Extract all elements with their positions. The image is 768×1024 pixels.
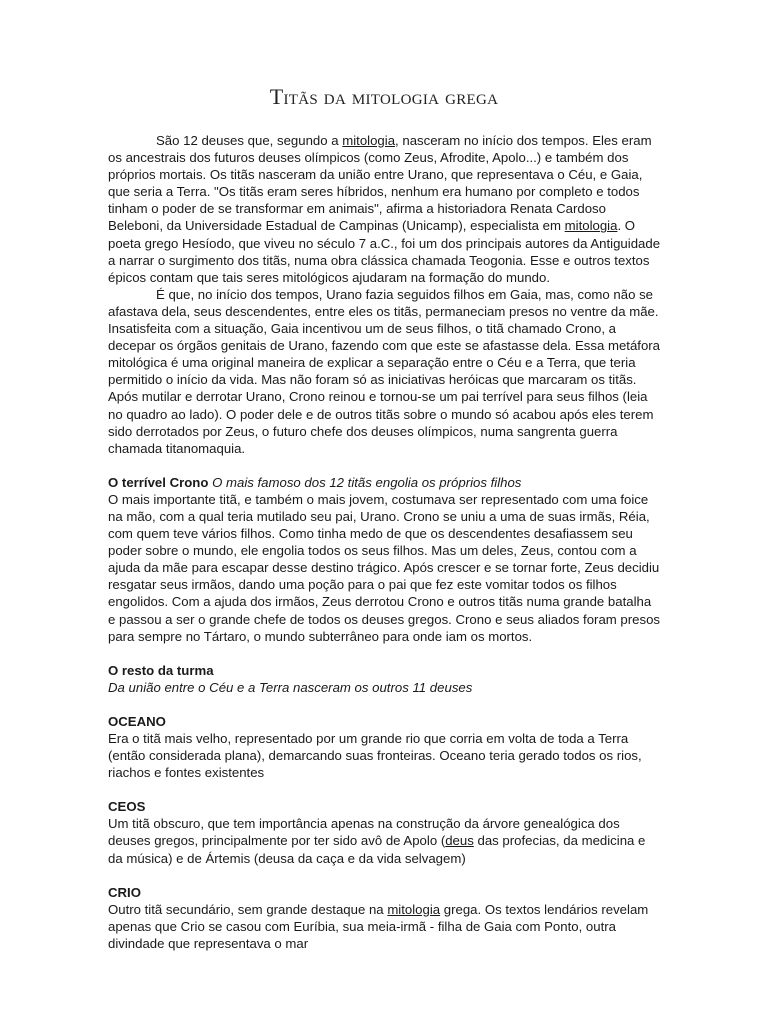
resto-subheading: Da união entre o Céu e a Terra nasceram os outros 11 deuses xyxy=(108,679,473,695)
crono-heading-line xyxy=(108,474,661,491)
deus-link[interactable]: deus xyxy=(445,833,474,849)
crio-body xyxy=(108,901,661,952)
oceano-body: Era o titã mais velho, representado por um grande rio que corria em volta de toda a Terra (então considerada plana), demarcando suas fronteiras. Oceano teria gerado todos os rios, riachos e fontes existentes xyxy=(108,731,642,781)
crio-heading: CRIO xyxy=(108,884,141,900)
crio-text-a: Outro titã secundário, sem grande destaque na xyxy=(108,901,388,917)
mitologia-link[interactable]: mitologia xyxy=(387,901,441,917)
mitologia-link[interactable]: mitologia xyxy=(564,218,618,234)
ceos-body xyxy=(108,815,661,866)
intro-text-a: São 12 deuses que, segundo a xyxy=(156,133,343,148)
crio-text-b: grega. Os textos lendários revelam apenas que Crio se casou com Euríbia, sua meia-irmã - filha de Gaia com Ponto, outra divindade que representava o mar xyxy=(108,901,649,951)
intro-paragraph-2: É que, no início dos tempos, Urano fazia seguidos filhos em Gaia, mas, como não se afastava dela, seus descendentes, entre eles os titãs, permaneciam presos no ventre da mãe. Insatisfeita com a situação, Gaia incentivou um de seus filhos, o titã chamado Crono, a decepar os órgãos genitais de Urano, fazendo com que este se afastasse dela. Essa metáfora mitológica é uma original maneira de explicar a separação entre o Céu e a Terra, que teria permitido o início da vida. Mas não foram só as iniciativas heróicas que marcaram os titãs. Após mutilar e derrotar Urano, Crono reinou e tornou-se um pai terrível para seus filhos (leia no quadro ao lado). O poder dele e de outros titãs sobre o mundo só acabou após eles terem sido derrotados por Zeus, o futuro chefe dos deuses olímpicos, numa sangrenta guerra chamada titanomaquia. xyxy=(108,286,661,456)
oceano-heading: OCEANO xyxy=(108,713,166,729)
mitologia-link[interactable]: mitologia xyxy=(342,133,396,148)
document-title: Titãs da mitologia grega xyxy=(269,84,499,109)
ceos-text-b: das profecias, da medicina e da música) e de Ártemis (deusa da caça e da vida selvagem) xyxy=(108,833,646,866)
crono-heading: O terrível Crono xyxy=(108,474,209,490)
document-body xyxy=(108,132,661,952)
ceos-heading: CEOS xyxy=(108,799,146,815)
resto-heading: O resto da turma xyxy=(108,662,214,678)
intro-text-b: , nasceram no início dos tempos. Eles eram os ancestrais dos futuros deuses olímpicos (como Zeus, Afrodite, Apolo...) e também dos próprios mortais. Os titãs nasceram da união entre Urano, que representava o Céu, e Gaia, que seria a Terra. "Os titãs eram seres híbridos, nenhum era humano por completo e todos tinham o poder de se transformar em animais", afirma a historiadora Renata Cardoso Beleboni, da Universidade Estadual de Campinas (Unicamp), especialista em xyxy=(108,133,652,234)
crono-subheading: O mais famoso dos 12 titãs engolia os próprios filhos xyxy=(212,474,522,490)
intro-paragraph-1 xyxy=(108,132,661,286)
crono-body: O mais importante titã, e também o mais jovem, costumava ser representado com uma foice na mão, com a qual teria mutilado seu pai, Urano. Crono se uniu a uma de suas irmãs, Réia, com quem teve vários filhos. Como tinha medo de que os descendentes desafiassem seu poder sobre o mundo, ele engolia todos os seus filhos. Mas um deles, Zeus, contou com a ajuda da mãe para escapar desse destino trágico. Após crescer e se tornar forte, Zeus decidiu resgatar seus irmãos, dando uma poção para o pai que fez este vomitar todos os filhos engolidos. Com a ajuda dos irmãos, Zeus derrotou Crono e outros titãs numa grande batalha e passou a ser o grande chefe de todos os deuses gregos. Crono e seus aliados foram presos para sempre no Tártaro, o mundo subterrâneo para onde iam os mortos. xyxy=(108,491,661,644)
intro-text-c: . O poeta grego Hesíodo, que viveu no século 7 a.C., foi um dos principais autores da Antiguidade a narrar o surgimento dos titãs, numa obra clássica chamada Teogonia. Esse e outros textos épicos contam que tais seres mitológicos ajudaram na formação do mundo. xyxy=(108,218,661,285)
ceos-text-a: Um titã obscuro, que tem importância apenas na construção da árvore genealógica dos deuses gregos, principalmente por ter sido avô de Apolo ( xyxy=(108,816,620,849)
